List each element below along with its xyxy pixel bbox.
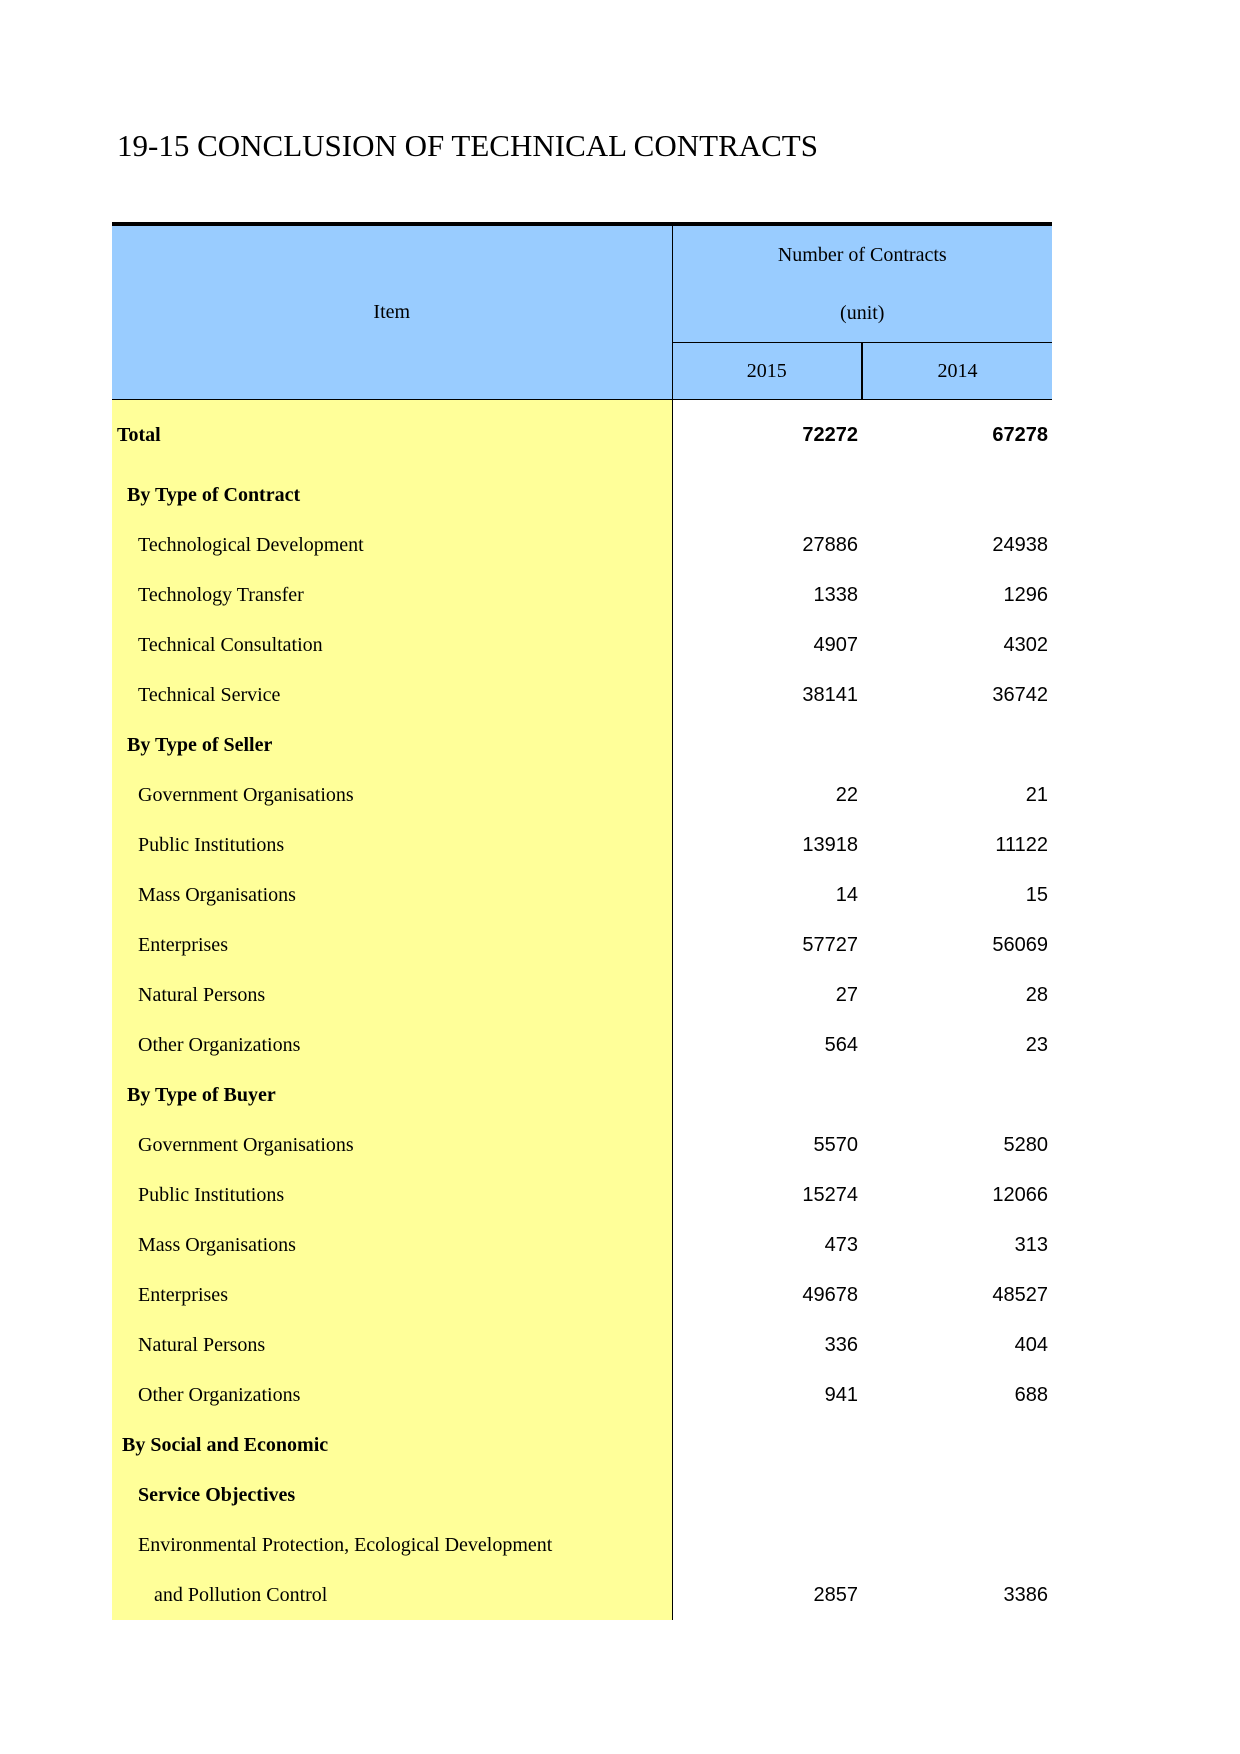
value-2015: 49678 [802, 1283, 858, 1306]
value-2015: 4907 [813, 633, 858, 656]
value-2014: 23 [1025, 1033, 1049, 1056]
header-number-of-contracts [672, 224, 1052, 343]
table-row [112, 570, 1052, 620]
value-2015: 57727 [802, 933, 858, 956]
section-row [112, 1070, 1052, 1120]
section-label: By Type of Buyer [112, 1070, 672, 1120]
table-row [112, 1320, 1052, 1370]
row-label: Total [112, 400, 672, 471]
table-row [112, 1570, 1052, 1620]
table-row [112, 1520, 1052, 1570]
section-row [112, 470, 1052, 520]
row-label: Government Organisations [112, 1120, 672, 1170]
value-2014: 15 [1025, 883, 1049, 906]
value-2015: 5570 [813, 1133, 858, 1156]
value-2015: 1338 [813, 583, 858, 606]
section-row [112, 1420, 1052, 1470]
value-2014 [862, 1470, 1052, 1520]
value-2015: 22 [835, 783, 858, 806]
value-2014 [862, 720, 1052, 770]
section-label: Service Objectives [112, 1470, 672, 1520]
value-2015 [672, 1070, 862, 1120]
table-row [112, 1220, 1052, 1270]
value-2014: 67278 [992, 423, 1049, 446]
table-row [112, 1270, 1052, 1320]
value-2015: 473 [824, 1233, 858, 1256]
table-row [112, 1370, 1052, 1420]
section-label: By Type of Seller [112, 720, 672, 770]
value-2015: 27 [835, 983, 858, 1006]
section-row [112, 720, 1052, 770]
row-label: Environmental Protection, Ecological Development [112, 1520, 672, 1570]
table-header [112, 224, 1052, 400]
value-2015: 336 [824, 1333, 858, 1356]
row-label: Other Organizations [112, 1020, 672, 1070]
value-2014: 36742 [992, 683, 1049, 706]
row-label: Government Organisations [112, 770, 672, 820]
value-2015: 14 [835, 883, 858, 906]
section-label: By Social and Economic [112, 1420, 672, 1470]
row-label: Mass Organisations [112, 1220, 672, 1270]
value-2015 [672, 1520, 862, 1570]
table-row-total [112, 400, 1052, 471]
row-label: Technological Development [112, 520, 672, 570]
header-group-line2: (unit) [840, 302, 885, 324]
header-year-2015: 2015 [672, 343, 862, 400]
value-2014: 4302 [1003, 633, 1049, 656]
value-2015 [672, 1420, 862, 1470]
header-group-line1: Number of Contracts [777, 244, 947, 266]
table-row [112, 920, 1052, 970]
value-2014 [862, 1070, 1052, 1120]
row-label: Public Institutions [112, 820, 672, 870]
row-label: Mass Organisations [112, 870, 672, 920]
value-2014: 404 [1014, 1333, 1049, 1356]
value-2015: 2857 [813, 1583, 858, 1606]
table-row [112, 820, 1052, 870]
value-2014: 688 [1014, 1383, 1049, 1406]
section-label: By Type of Contract [112, 470, 672, 520]
value-2014: 11122 [995, 833, 1049, 856]
value-2014: 3386 [1003, 1583, 1049, 1606]
page-title: 19-15 CONCLUSION OF TECHNICAL CONTRACTS [117, 128, 818, 163]
table-body [112, 400, 1052, 1621]
header-year-2014: 2014 [862, 343, 1052, 400]
table-row [112, 1020, 1052, 1070]
value-2014: 12066 [992, 1183, 1049, 1206]
row-label: Technical Consultation [112, 620, 672, 670]
row-label: and Pollution Control [112, 1570, 672, 1620]
value-2015 [672, 1470, 862, 1520]
value-2015: 72272 [802, 423, 858, 446]
row-label: Technical Service [112, 670, 672, 720]
value-2015: 27886 [802, 533, 858, 556]
table-row [112, 970, 1052, 1020]
table-row [112, 870, 1052, 920]
table-row [112, 1120, 1052, 1170]
value-2015: 564 [824, 1033, 858, 1056]
value-2014: 21 [1025, 783, 1049, 806]
table-row [112, 770, 1052, 820]
contracts-table [112, 222, 1052, 1620]
table-row [112, 670, 1052, 720]
row-label: Public Institutions [112, 1170, 672, 1220]
value-2014: 28 [1025, 983, 1049, 1006]
table-row [112, 520, 1052, 570]
header-item: Item [112, 224, 672, 400]
value-2014 [862, 470, 1052, 520]
table-row [112, 620, 1052, 670]
value-2014 [862, 1420, 1052, 1470]
section-row [112, 1470, 1052, 1520]
value-2015: 13918 [802, 833, 858, 856]
value-2015: 15274 [802, 1183, 858, 1206]
contracts-table-container [112, 222, 1052, 1620]
value-2015 [672, 720, 862, 770]
value-2014: 24938 [992, 533, 1049, 556]
value-2014: 313 [1014, 1233, 1049, 1256]
value-2014 [862, 1520, 1052, 1570]
table-row [112, 1170, 1052, 1220]
value-2014: 5280 [1003, 1133, 1049, 1156]
value-2015: 38141 [802, 683, 858, 706]
row-label: Other Organizations [112, 1370, 672, 1420]
value-2014: 56069 [992, 933, 1049, 956]
row-label: Natural Persons [112, 970, 672, 1020]
value-2014: 1296 [1003, 583, 1049, 606]
value-2015: 941 [824, 1383, 858, 1406]
value-2014: 48527 [992, 1283, 1049, 1306]
row-label: Enterprises [112, 1270, 672, 1320]
value-2015 [672, 470, 862, 520]
row-label: Enterprises [112, 920, 672, 970]
row-label: Natural Persons [112, 1320, 672, 1370]
row-label: Technology Transfer [112, 570, 672, 620]
